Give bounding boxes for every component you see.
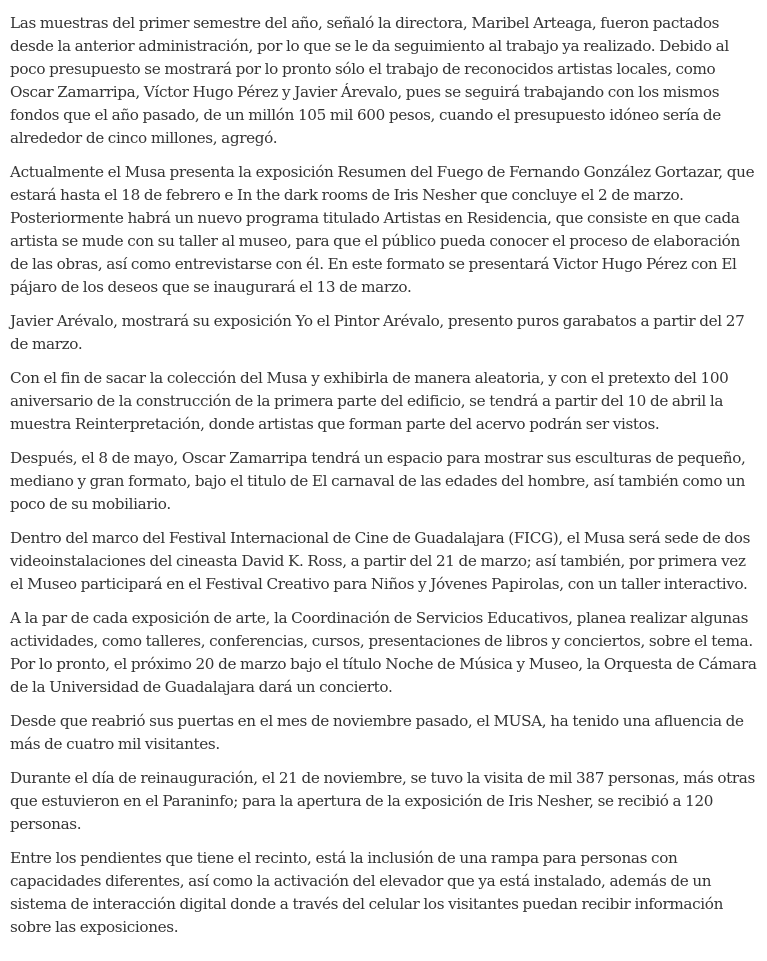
paragraph-reinterpretacion: Con el fin de sacar la colección del Musa y exhibirla de manera aleatoria, y con el pretexto del 100 aniversario de la construcción de la primera parte del edificio, se tendrá a partir del 10 de abril la muestra Reinterpretación, donde artistas que forman parte del acervo podrán ser vistos.	[10, 369, 729, 433]
paragraph-pending-items: Entre los pendientes que tiene el recinto, está la inclusión de una rampa para personas con capacidades diferentes, así como la activación del elevador que ya está instalado, además de un sistema de interacción digital donde a través del celular los visitantes puedan recibir información sobre las exposiciones.	[10, 849, 724, 936]
paragraph-ficg: Dentro del marco del Festival Internacional de Cine de Guadalajara (FICG), el Musa será sede de dos videoinstalaciones del cineasta David K. Ross, a partir del 21 de marzo; así también, por primera vez el Museo participará en el Festival Creativo para Niños y Jóvenes Papirolas, con un taller interactivo.	[10, 529, 751, 593]
paragraph-current-exhibitions: Actualmente el Musa presenta la exposición Resumen del Fuego de Fernando González Gortazar, que estará hasta el 18 de febrero e In the dark rooms de Iris Nesher que concluye el 2 de marzo. Posteriormente habrá un nuevo programa titulado Artistas en Residencia, que consiste en que cada artista se mude con su taller al museo, para que el público pueda conocer el proceso de elaboración de las obras, así como entrevistarse con él. En este formato se presentará Victor Hugo Pérez con El pájaro de los deseos que se inaugurará el 13 de marzo.	[10, 163, 755, 296]
paragraph-oscar-zamarripa: Después, el 8 de mayo, Oscar Zamarripa tendrá un espacio para mostrar sus esculturas de pequeño, mediano y gran formato, bajo el titulo de El carnaval de las edades del hombre, así también como un poco de su mobiliario.	[10, 449, 746, 513]
paragraph-educational-services: A la par de cada exposición de arte, la Coordinación de Servicios Educativos, planea realizar algunas actividades, como talleres, conferencias, cursos, presentaciones de libros y conciertos, sobre el tema. Por lo pronto, el próximo 20 de marzo bajo el título Noche de Música y Museo, la Orquesta de Cámara de la Universidad de Guadalajara dará un concierto.	[10, 609, 757, 696]
paragraph-visitors: Desde que reabrió sus puertas en el mes de noviembre pasado, el MUSA, ha tenido una afluencia de más de cuatro mil visitantes.	[10, 712, 744, 753]
paragraph-javier-arevalo: Javier Arévalo, mostrará su exposición Yo el Pintor Arévalo, presento puros garabatos a partir del 27 de marzo.	[10, 312, 745, 353]
paragraph-reinauguration: Durante el día de reinauguración, el 21 de noviembre, se tuvo la visita de mil 387 personas, más otras que estuvieron en el Paraninfo; para la apertura de la exposición de Iris Nesher, se recibió a 120 personas.	[10, 769, 755, 833]
paragraph-budget: Las muestras del primer semestre del año, señaló la directora, Maribel Arteaga, fueron pactados desde la anterior administración, por lo que se le da seguimiento al trabajo ya realizado. Debido al poco presupuesto se mostrará por lo pronto sólo el trabajo de reconocidos artistas locales, como Oscar Zamarripa, Víctor Hugo Pérez y Javier Árevalo, pues se seguirá trabajando con los mismos fondos que el año pasado, de un millón 105 mil 600 pesos, cuando el presupuesto idóneo sería de alrededor de cinco millones, agregó.	[10, 14, 729, 147]
